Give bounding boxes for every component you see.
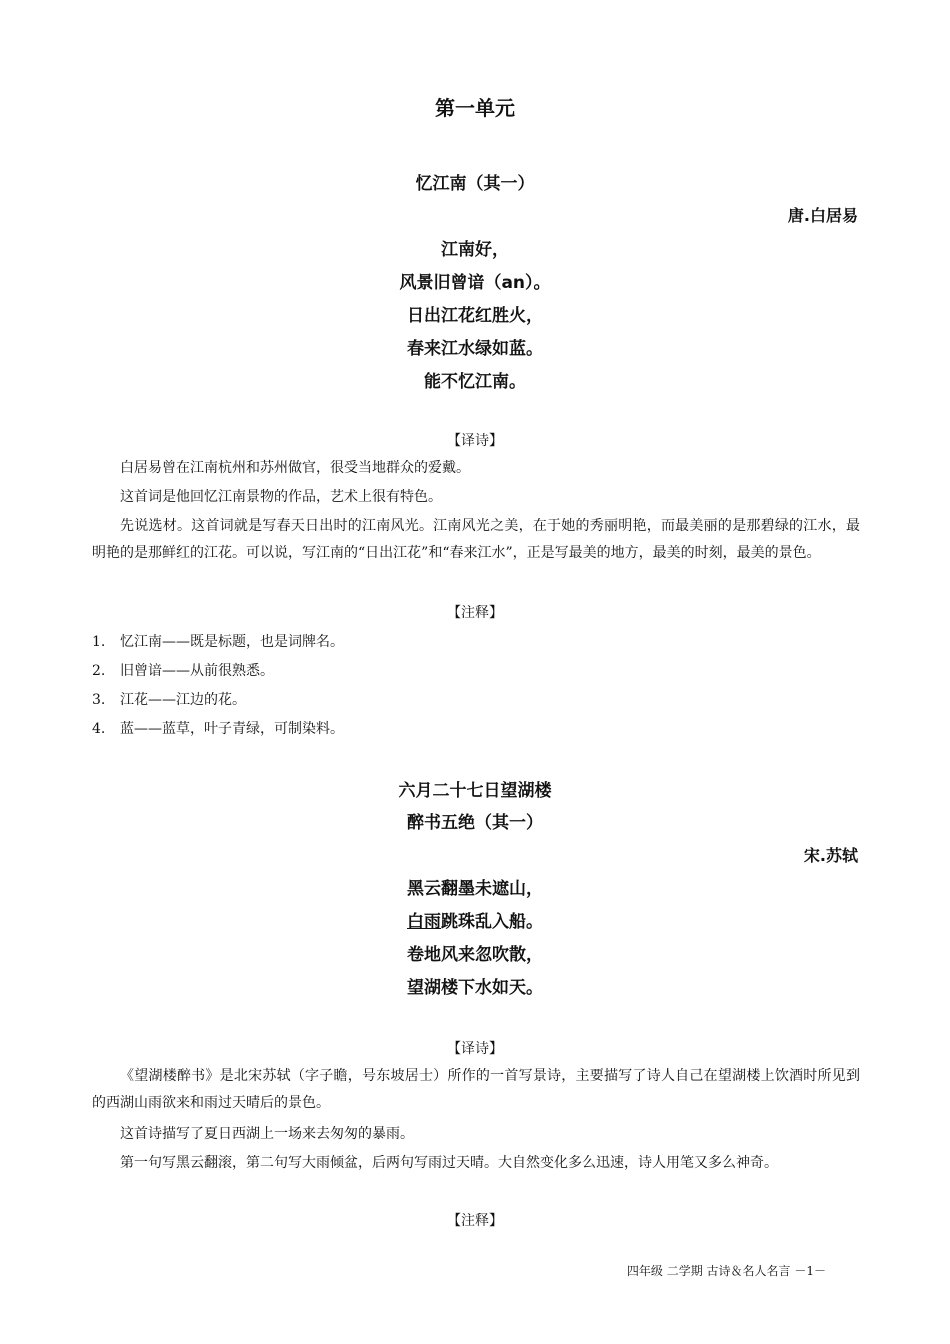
poem-title: 六月二十七日望湖楼: [398, 781, 552, 801]
poem-line: [0, 907, 950, 932]
poem-line: 日出江花红胜火，: [407, 306, 543, 326]
note-text: 旧曾谙——从前很熟悉。: [120, 663, 274, 679]
translation-paragraph: 第一句写黑云翻滚，第二句写大雨倾盆，后两句写雨过天晴。大自然变化多么迅速，诗人用笔又多么神奇。: [120, 1155, 778, 1171]
translation-paragraph: 白居易曾在江南杭州和苏州做官，很受当地群众的爱戴。: [120, 460, 470, 476]
poem-title: 忆江南（其一）: [415, 174, 535, 194]
poem-line-rest: 跳珠乱入船。: [441, 912, 543, 932]
notes-heading: 【注释】: [447, 1213, 503, 1229]
poem-line: 风景旧曾谙（an）。: [399, 273, 551, 293]
poem-author: 宋.苏轼: [803, 846, 858, 865]
note-item: [92, 718, 344, 738]
note-text: 忆江南——既是标题，也是词牌名。: [120, 634, 344, 650]
translation-paragraph: 这首诗描写了夏日西湖上一场来去匆匆的暴雨。: [120, 1126, 414, 1142]
poem-line: 卷地风来忽吹散，: [407, 945, 543, 965]
page-footer: 四年级 二学期 古诗＆名人名言 －1－: [626, 1264, 826, 1278]
note-number: 4.: [92, 721, 106, 737]
note-item: [92, 689, 246, 709]
poem-line: 春来江水绿如蓝。: [407, 339, 543, 359]
notes-heading: 【注释】: [447, 605, 503, 621]
underlined-word: 白雨: [407, 912, 441, 932]
poem-line: 望湖楼下水如天。: [407, 978, 543, 998]
unit-title: 第一单元: [435, 96, 515, 120]
note-item: [92, 631, 344, 651]
translation-heading: 【译诗】: [447, 1041, 503, 1057]
note-number: 3.: [92, 692, 106, 708]
note-number: 2.: [92, 663, 106, 679]
translation-heading: 【译诗】: [447, 433, 503, 449]
translation-paragraph: 这首词是他回忆江南景物的作品，艺术上很有特色。: [120, 489, 442, 505]
poem-line: 江南好，: [441, 240, 509, 260]
translation-paragraph: 《望湖楼醉书》是北宋苏轼（字子瞻，号东坡居士）所作的一首写景诗，主要描写了诗人自己在望湖楼上饮酒时所见到的西湖山雨欲来和雨过天晴后的景色。: [92, 1068, 860, 1111]
translation-paragraph: 先说选材。这首词就是写春天日出时的江南风光。江南风光之美，在于她的秀丽明艳，而最美丽的是那碧绿的江水，最明艳的是那鲜红的江花。可以说，写江南的“日出江花”和“春来江水”，正是写最美的地方，最美的时刻，最美的景色。: [92, 518, 860, 561]
note-text: 蓝——蓝草，叶子青绿，可制染料。: [120, 721, 344, 737]
poem-author: 唐.白居易: [787, 206, 858, 225]
poem-line: 能不忆江南。: [424, 372, 526, 392]
note-text: 江花——江边的花。: [120, 692, 246, 708]
poem-line: 黑云翻墨未遮山，: [407, 879, 543, 899]
note-number: 1.: [92, 634, 106, 650]
note-item: [92, 660, 274, 680]
poem-subtitle: 醉书五绝（其一）: [407, 813, 543, 833]
